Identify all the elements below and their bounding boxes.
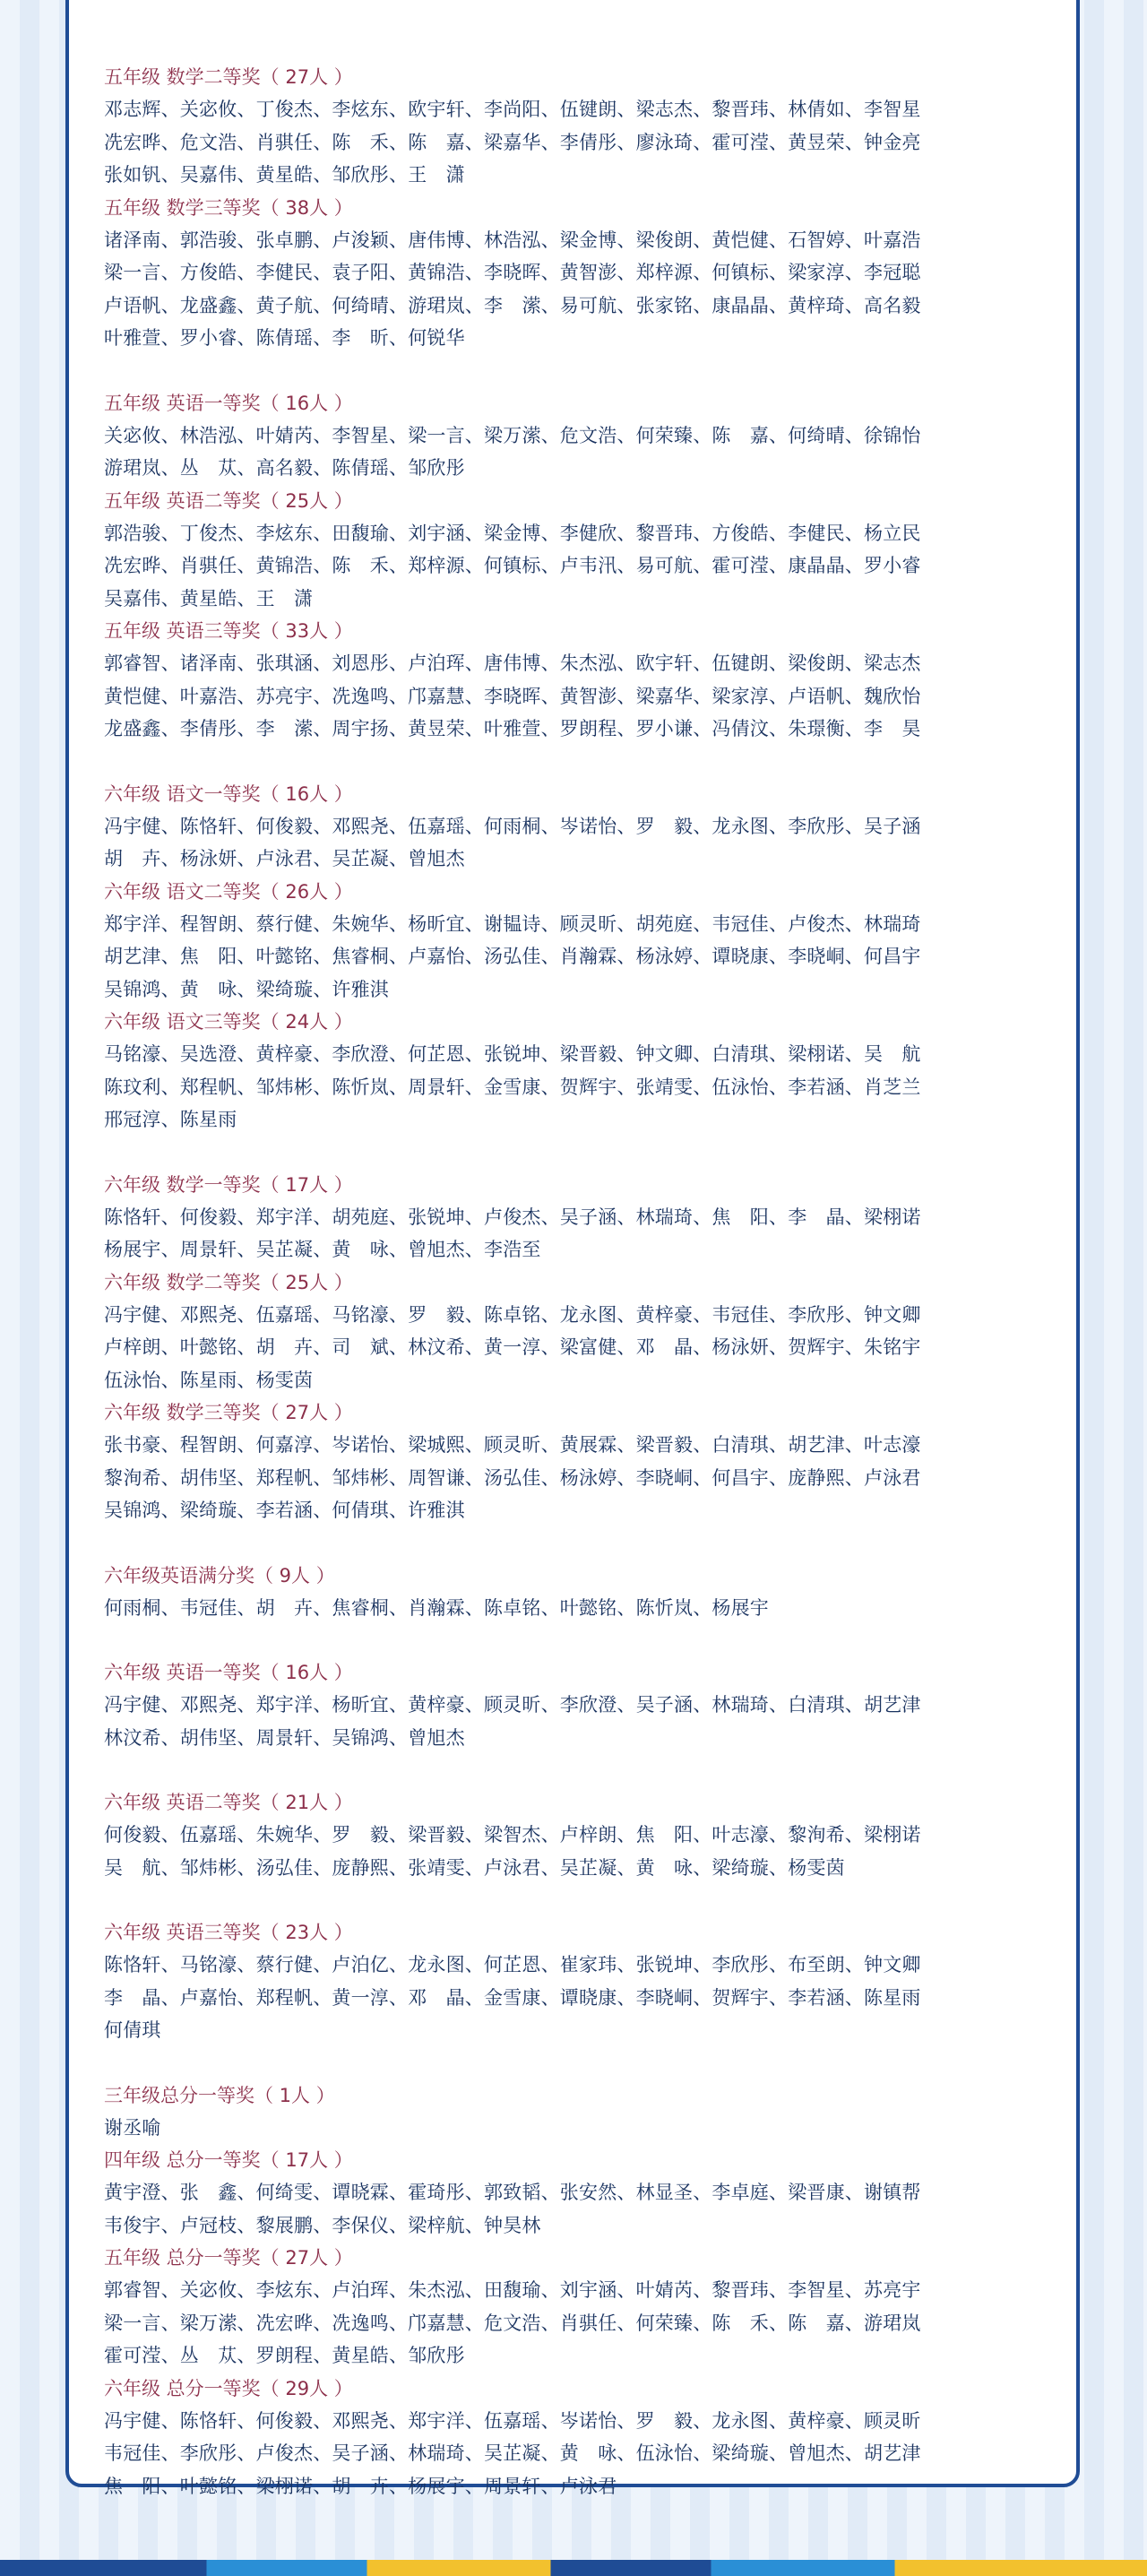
name-line: 马铭濠、吴选澄、黄梓豪、李欣澄、何芷恩、张锐坤、梁晋毅、钟文卿、白清琪、梁栩诺、吴 航: [104, 1043, 921, 1065]
name-line: 陈玟利、郑程帆、邹炜彬、陈忻岚、周景轩、金雪康、贺辉宇、张靖雯、伍泳怡、李若涵、肖芝兰: [104, 1076, 921, 1098]
award-title: 六年级 语文二等奖（ 26人 ）: [104, 880, 353, 903]
award-title: 六年级 语文三等奖（ 24人 ）: [104, 1011, 353, 1033]
award-title: 六年级 数学一等奖（ 17人 ）: [104, 1173, 353, 1196]
name-line: 黄宇澄、张 鑫、何绮雯、谭晓霖、霍琦彤、郭致韬、张安然、林显圣、李卓庭、梁晋康、谢镇帮: [104, 2182, 921, 2203]
award-section: [104, 2079, 1054, 2145]
award-winner-names: [104, 1819, 1054, 1884]
award-winner-names: [104, 810, 1054, 876]
name-line: 冯宇健、邓熙尧、伍嘉瑶、马铭濠、罗 毅、陈卓铭、龙永图、黄梓豪、韦冠佳、李欣彤、钟文卿: [104, 1303, 921, 1326]
name-line: 李 晶、卢嘉怡、郑程帆、黄一淳、邓 晶、金雪康、谭晓康、李晓峒、贺辉宇、李若涵、陈星雨: [104, 1986, 921, 2009]
award-winner-names: [104, 1299, 1054, 1397]
award-section: [104, 778, 1054, 876]
section-spacer: [104, 746, 1054, 778]
award-winner-names: [104, 1429, 1054, 1527]
award-section: [104, 485, 1054, 616]
award-winner-names: [104, 1201, 1054, 1266]
award-winner-names: [104, 517, 1054, 616]
name-line: 叶雅萱、罗小睿、陈倩瑶、李 昕、何锐华: [104, 327, 465, 349]
name-line: 邓志辉、关宓攸、丁俊杰、李炫东、欧宇轩、李尚阳、伍键朗、梁志杰、黎晋玮、林倩如、李智星: [104, 99, 921, 120]
name-line: 卢语帆、龙盛鑫、黄子航、何绮晴、游珺岚、李 潆、易可航、张家铭、康晶晶、黄梓琦、高名毅: [104, 294, 921, 316]
award-title: 六年级 英语一等奖（ 16人 ）: [104, 1662, 353, 1683]
award-title: 六年级 数学三等奖（ 27人 ）: [104, 1402, 353, 1423]
award-winner-names: [104, 1689, 1054, 1754]
name-line: 林汶希、胡伟坚、周景轩、吴锦鸿、曾旭杰: [104, 1726, 465, 1749]
award-title: 四年级 总分一等奖（ 17人 ）: [104, 2149, 353, 2171]
award-winner-names: [104, 419, 1054, 485]
award-title: 六年级 英语三等奖（ 23人 ）: [104, 1922, 353, 1943]
award-title: 五年级 英语三等奖（ 33人 ）: [104, 620, 353, 642]
name-line: 郑宇洋、程智朗、蔡行健、朱婉华、杨昕宜、谢韫诗、顾灵昕、胡苑庭、韦冠佳、卢俊杰、林瑞琦: [104, 912, 921, 935]
section-spacer: [104, 355, 1054, 387]
award-title: 五年级 数学三等奖（ 38人 ）: [104, 196, 353, 219]
award-winner-names: [104, 2176, 1054, 2242]
award-winner-names: [104, 1592, 1054, 1625]
name-line: 韦冠佳、李欣彤、卢俊杰、吴子涵、林瑞琦、吴芷凝、黄 咏、伍泳怡、梁绮璇、曾旭杰、胡艺津: [104, 2442, 921, 2464]
name-line: 龙盛鑫、李倩彤、李 潆、周宇扬、黄昱荣、叶雅萱、罗朗程、罗小谦、冯倩汶、朱璟衡、李 昊: [104, 718, 921, 739]
award-section: [104, 876, 1054, 1007]
award-winner-names: [104, 2405, 1054, 2503]
name-line: 胡 卉、杨泳妍、卢泳君、吴芷凝、曾旭杰: [104, 848, 465, 869]
name-line: 谢丞喻: [104, 2116, 161, 2139]
award-section: [104, 1656, 1054, 1754]
section-spacer: [104, 1527, 1054, 1560]
award-section: [104, 387, 1054, 485]
award-section: [104, 1169, 1054, 1266]
award-winner-names: [104, 1038, 1054, 1137]
name-line: 焦 阳、叶懿铭、梁栩诺、胡 卉、杨展宇、周景轩、卢泳君: [104, 2475, 617, 2497]
name-line: 张书豪、程智朗、何嘉淳、岑诺怡、梁城熙、顾灵昕、黄展霖、梁晋毅、白清琪、胡艺津、叶志濠: [104, 1434, 921, 1456]
section-spacer: [104, 2047, 1054, 2079]
award-winner-names: [104, 2274, 1054, 2373]
award-title: 六年级英语满分奖（ 9人 ）: [104, 1564, 335, 1586]
name-line: 诸泽南、郭浩骏、张卓鹏、卢浚颖、唐伟博、林浩泓、梁金博、梁俊朗、黄恺健、石智婷、叶嘉浩: [104, 229, 921, 251]
award-section: [104, 61, 1054, 192]
name-line: 冼宏晔、肖骐任、黄锦浩、陈 禾、郑梓源、何镇标、卢韦汛、易可航、霍可滢、康晶晶、罗小睿: [104, 555, 921, 576]
name-line: 郭睿智、关宓攸、李炫东、卢泊珲、朱杰泓、田馥瑜、刘宇涵、叶婧芮、黎晋玮、李智星、苏亮宇: [104, 2279, 921, 2301]
name-line: 卢梓朗、叶懿铭、胡 卉、司 斌、林汶希、黄一淳、梁富健、邓 晶、杨泳妍、贺辉宇、朱铭宇: [104, 1336, 921, 1358]
award-winner-names: [104, 2112, 1054, 2145]
name-line: 冯宇健、陈恪轩、何俊毅、邓熙尧、伍嘉瑶、何雨桐、岑诺怡、罗 毅、龙永图、李欣彤、吴子涵: [104, 815, 921, 837]
award-section: [104, 2242, 1054, 2373]
name-line: 游珺岚、丛 苁、高名毅、陈倩瑶、邹欣彤: [104, 457, 465, 479]
name-line: 杨展宇、周景轩、吴芷凝、黄 咏、曾旭杰、李浩至: [104, 1239, 541, 1260]
section-spacer: [104, 1137, 1054, 1169]
name-line: 陈恪轩、何俊毅、郑宇洋、胡苑庭、张锐坤、卢俊杰、吴子涵、林瑞琦、焦 阳、李 晶、梁栩诺: [104, 1206, 921, 1228]
award-section: [104, 1266, 1054, 1397]
name-line: 何雨桐、韦冠佳、胡 卉、焦睿桐、肖瀚霖、陈卓铭、叶懿铭、陈忻岚、杨展宇: [104, 1596, 769, 1619]
section-spacer: [104, 1754, 1054, 1786]
name-line: 张如钒、吴嘉伟、黄星皓、邹欣彤、王 潇: [104, 164, 465, 186]
section-spacer: [104, 1624, 1054, 1656]
name-line: 冯宇健、邓熙尧、郑宇洋、杨昕宜、黄梓豪、顾灵昕、李欣澄、吴子涵、林瑞琦、白清琪、胡艺津: [104, 1694, 921, 1716]
name-line: 冯宇健、陈恪轩、何俊毅、邓熙尧、郑宇洋、伍嘉瑶、岑诺怡、罗 毅、龙永图、黄梓豪、顾灵昕: [104, 2409, 921, 2432]
award-section: [104, 2144, 1054, 2242]
name-line: 黎洵希、胡伟坚、郑程帆、邹炜彬、周智谦、汤弘佳、杨泳婷、李晓峒、何昌宇、庞静熙、卢泳君: [104, 1466, 921, 1489]
award-title: 六年级 总分一等奖（ 29人 ）: [104, 2377, 353, 2399]
award-list: [104, 61, 1054, 2503]
name-line: 吴锦鸿、梁绮璇、李若涵、何倩琪、许雅淇: [104, 1500, 465, 1521]
name-line: 吴嘉伟、黄星皓、王 潇: [104, 587, 314, 609]
name-line: 邢冠淳、陈星雨: [104, 1109, 237, 1130]
name-line: 伍泳怡、陈星雨、杨雯茵: [104, 1369, 314, 1391]
award-section: [104, 1560, 1054, 1625]
name-line: 何倩琪: [104, 2019, 161, 2041]
award-winner-names: [104, 1949, 1054, 2047]
award-title: 六年级 英语二等奖（ 21人 ）: [104, 1792, 353, 1813]
name-line: 黄恺健、叶嘉浩、苏亮宇、冼逸鸣、邝嘉慧、李晓晖、黄智澎、梁嘉华、梁家淳、卢语帆、魏欣怡: [104, 685, 921, 707]
name-line: 陈恪轩、马铭濠、蔡行健、卢泊亿、龙永图、何芷恩、崔家玮、张锐坤、李欣彤、布至朗、钟文卿: [104, 1954, 921, 1975]
award-title: 六年级 语文一等奖（ 16人 ）: [104, 782, 353, 805]
award-title: 五年级 英语二等奖（ 25人 ）: [104, 489, 353, 512]
award-section: [104, 1006, 1054, 1137]
award-section: [104, 1916, 1054, 2047]
name-line: 关宓攸、林浩泓、叶婧芮、李智星、梁一言、梁万潆、危文浩、何荣臻、陈 嘉、何绮晴、徐锦怡: [104, 424, 921, 446]
decorative-bottom-bar: [0, 2560, 1147, 2576]
award-section: [104, 192, 1054, 355]
award-title: 三年级总分一等奖（ 1人 ）: [104, 2084, 335, 2106]
award-section: [104, 1786, 1054, 1884]
name-line: 梁一言、梁万潆、冼宏晔、冼逸鸣、邝嘉慧、危文浩、肖骐任、何荣臻、陈 禾、陈 嘉、游珺岚: [104, 2312, 921, 2334]
award-title: 五年级 数学二等奖（ 27人 ）: [104, 66, 353, 88]
award-section: [104, 2373, 1054, 2503]
name-line: 胡艺津、焦 阳、叶懿铭、焦睿桐、卢嘉怡、汤弘佳、肖瀚霖、杨泳婷、谭晓康、李晓峒、何昌宇: [104, 946, 921, 967]
name-line: 郭睿智、诸泽南、张琪涵、刘恩彤、卢泊珲、唐伟博、朱杰泓、欧宇轩、伍键朗、梁俊朗、梁志杰: [104, 653, 921, 674]
name-line: 郭浩骏、丁俊杰、李炫东、田馥瑜、刘宇涵、梁金博、李健欣、黎晋玮、方俊皓、李健民、杨立民: [104, 522, 921, 544]
award-title: 六年级 数学二等奖（ 25人 ）: [104, 1271, 353, 1293]
award-section: [104, 1396, 1054, 1527]
award-winner-names: [104, 93, 1054, 192]
section-spacer: [104, 1884, 1054, 1916]
name-line: 韦俊宇、卢冠枝、黎展鹏、李保仪、梁梓航、钟昊林: [104, 2214, 541, 2236]
award-winner-names: [104, 224, 1054, 355]
name-line: 吴锦鸿、黄 咏、梁绮璇、许雅淇: [104, 978, 389, 1000]
name-line: 吴 航、邹炜彬、汤弘佳、庞静熙、张靖雯、卢泳君、吴芷凝、黄 咏、梁绮璇、杨雯茵: [104, 1856, 845, 1879]
name-line: 梁一言、方俊皓、李健民、袁子阳、黄锦浩、李晓晖、黄智澎、郑梓源、何镇标、梁家淳、李冠聪: [104, 262, 921, 283]
award-winner-names: [104, 908, 1054, 1007]
award-title: 五年级 总分一等奖（ 27人 ）: [104, 2247, 353, 2269]
award-title: 五年级 英语一等奖（ 16人 ）: [104, 392, 353, 414]
award-section: [104, 615, 1054, 746]
name-line: 何俊毅、伍嘉瑶、朱婉华、罗 毅、梁晋毅、梁智杰、卢梓朗、焦 阳、叶志濠、黎洵希、梁栩诺: [104, 1824, 921, 1846]
award-winner-names: [104, 647, 1054, 746]
name-line: 冼宏晔、危文浩、肖骐任、陈 禾、陈 嘉、梁嘉华、李倩彤、廖泳琦、霍可滢、黄昱荣、钟金亮: [104, 131, 921, 153]
name-line: 霍可滢、丛 苁、罗朗程、黄星皓、邹欣彤: [104, 2345, 465, 2366]
